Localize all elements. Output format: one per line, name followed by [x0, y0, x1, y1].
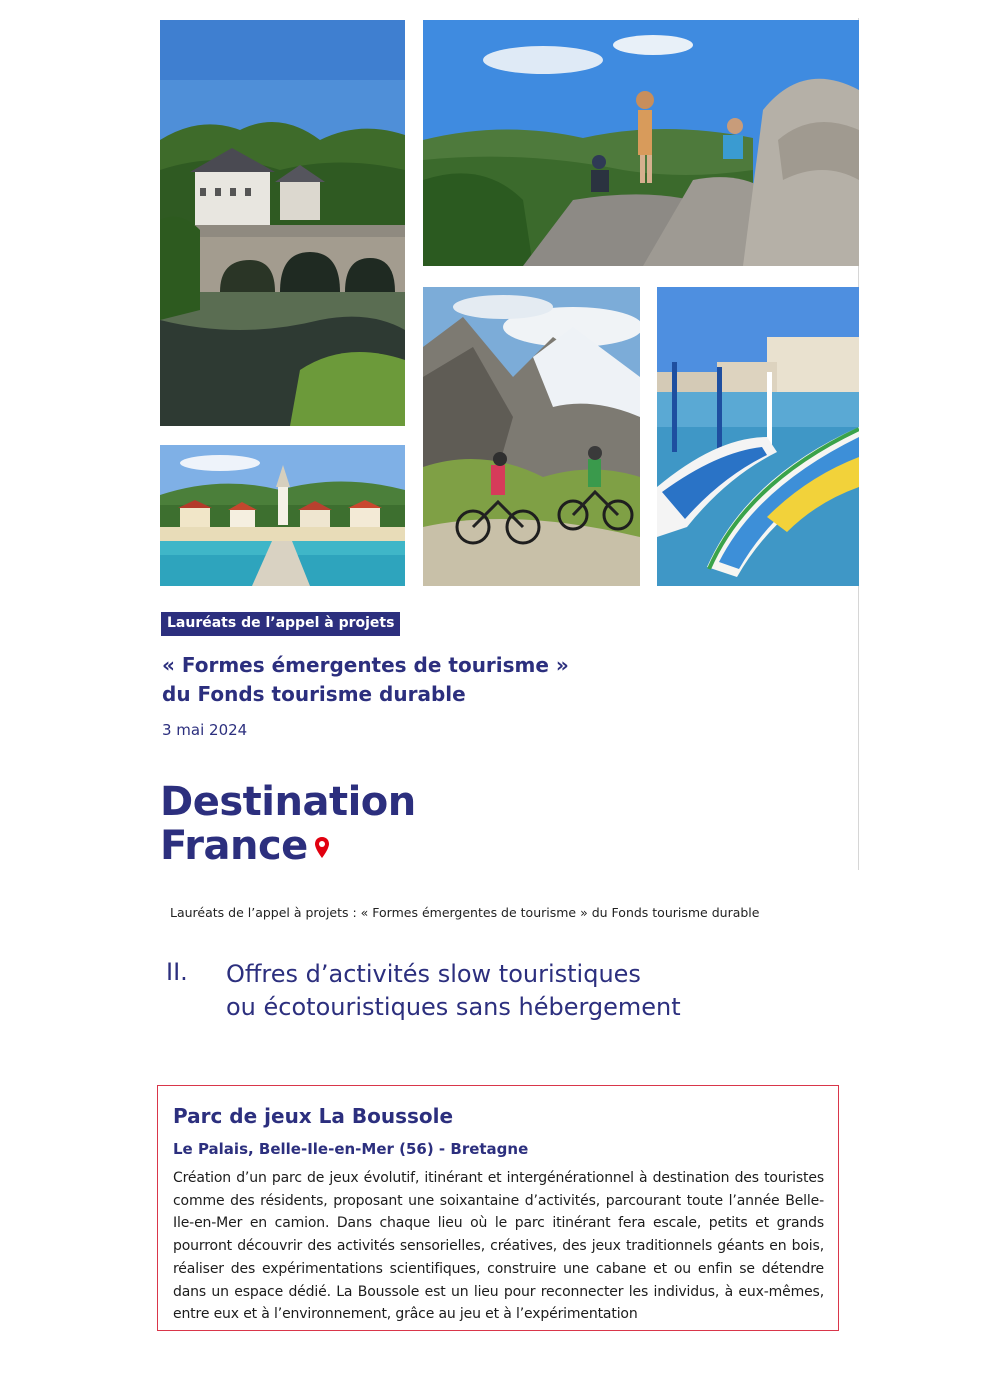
section-title-line1: Offres d’activités slow touristiques [226, 960, 641, 988]
mountain-bikers-photo [423, 287, 640, 586]
cover-title-line2: du Fonds tourisme durable [162, 682, 466, 706]
section-title-line2: ou écotouristiques sans hébergement [226, 993, 681, 1021]
section-title [226, 958, 846, 1024]
cover-title-line1: « Formes émergentes de tourisme » [162, 653, 569, 677]
running-header: Lauréats de l’appel à projets : « Formes émergentes de tourisme » du Fonds tourisme durable [170, 905, 760, 920]
project-description: Création d’un parc de jeux évolutif, itinérant et intergénérationnel à destination des touristes comme des résidents, proposant une soixantaine d’activités, parcourant toute l’année Belle-Ile-en-Mer en camion. Dans chaque lieu où le parc itinérant fera escale, petits et grands pourront découvrir des activités sensorielles, créatives, des jeux traditionnels géants en bois, réaliser des expérimentations scientifiques, construire une cabane et ou enfin se détendre dans un espace dédié. La Boussole est un lieu pour reconnecter les individus, à eux-mêmes, entre eux et à l’environnement, grâce au jeu et à l’expérimentation [173, 1170, 824, 1323]
destination-france-logo [160, 780, 416, 868]
logo-line1: Destination [160, 779, 416, 825]
map-pin-icon [314, 836, 330, 860]
canal-boats-photo [657, 287, 859, 586]
project-title: Parc de jeux La Boussole [173, 1104, 454, 1128]
section-number: II. [166, 958, 188, 986]
logo-line2-text: France [160, 823, 308, 869]
publication-date: 3 mai 2024 [162, 721, 248, 739]
project-location: Le Palais, Belle-Ile-en-Mer (56) - Bretagne [173, 1140, 529, 1158]
bridge-village-photo [160, 20, 405, 426]
logo-line2 [160, 824, 416, 868]
cover-title [162, 651, 762, 709]
call-for-projects-badge: Lauréats de l’appel à projets [161, 612, 400, 636]
hikers-on-rocks-photo [423, 20, 859, 266]
project-card [157, 1085, 839, 1331]
tropical-village-pier-photo [160, 445, 405, 586]
